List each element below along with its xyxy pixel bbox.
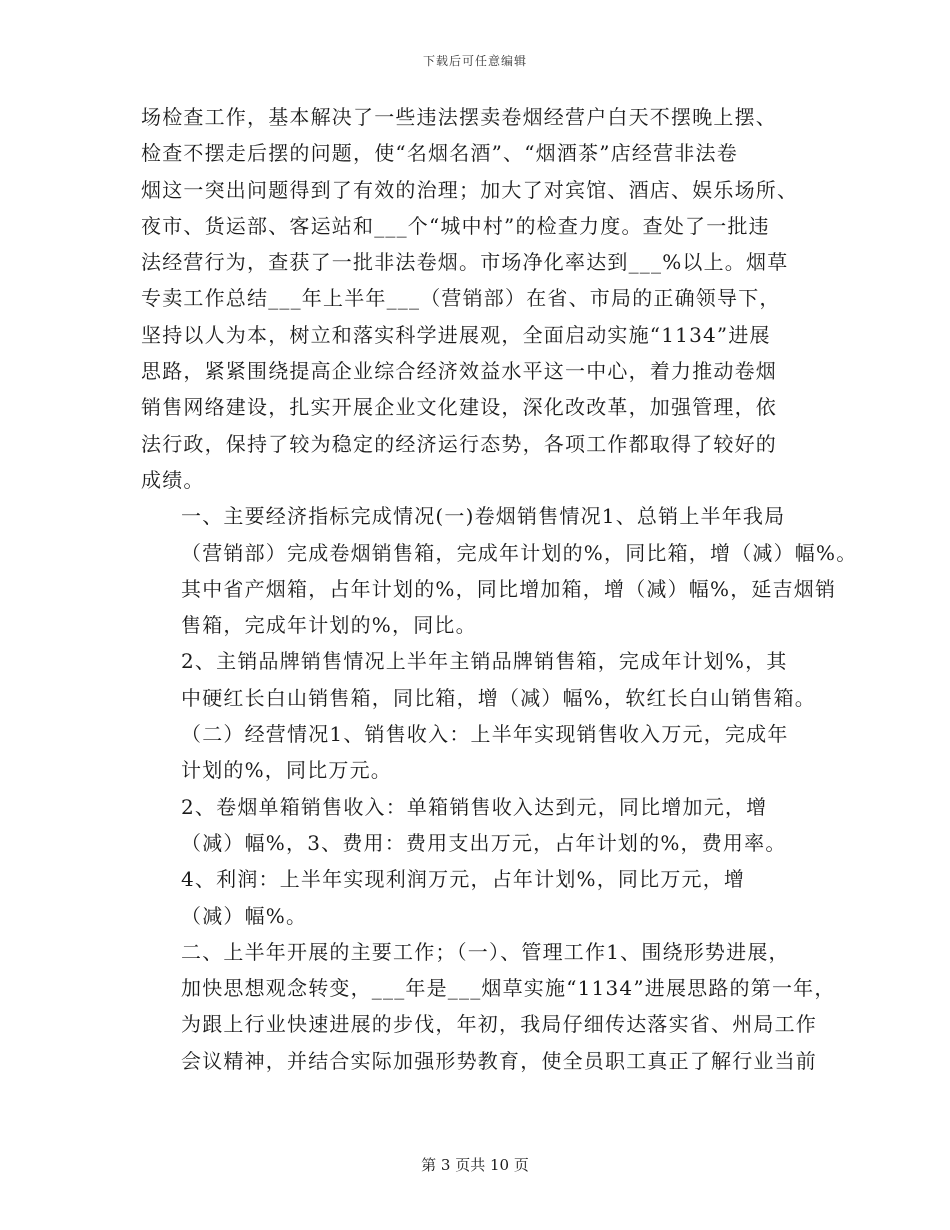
text-line: 2、卷烟单箱销售收入：单箱销售收入达到元，同比增加元，增 [181, 794, 768, 819]
text-line: 会议精神，并结合实际加强形势教育，使全员职工真正了解行业当前 [181, 1048, 817, 1073]
paragraph [141, 861, 821, 934]
text-line: 为跟上行业快速进展的步伐，年初，我局仔细传达落实省、州局工作 [181, 1012, 817, 1037]
text-line: 成绩。 [141, 467, 205, 492]
paragraph [141, 716, 821, 789]
text-line: 二、上半年开展的主要工作；（一）、管理工作1、围绕形势进展， [181, 939, 790, 964]
text-line: 坚持以人为本，树立和落实科学进展观，全面启动实施“1134”进展 [141, 322, 771, 347]
page-number: 第 3 页共 10 页 [421, 1156, 529, 1174]
text-line: 销售网络建设，扎实开展企业文化建设，深化改改革，加强管理，依 [141, 395, 777, 420]
text-line: 思路，紧紧围绕提高企业综合经济效益水平这一中心，着力推动卷烟 [141, 359, 777, 384]
text-line: （减）幅%，3、费用：费用支出万元，占年计划的%，费用率。 [181, 830, 787, 855]
document-body [141, 99, 858, 1079]
text-line: （营销部）完成卷烟销售箱，完成年计划的%，同比箱，增（减）幅%。 [181, 540, 858, 565]
text-line: 2、主销品牌销售情况上半年主销品牌销售箱，完成年计划%，其 [181, 649, 788, 674]
text-line: （二）经营情况1、销售收入：上半年实现销售收入万元，完成年 [181, 722, 789, 747]
text-line: 检查不摆走后摆的问题，使“名烟名酒”、“烟酒茶”店经营非法卷 [141, 141, 738, 166]
text-line: 烟这一突出问题得到了有效的治理；加大了对宾馆、酒店、娱乐场所、 [141, 177, 799, 202]
paragraph [141, 643, 821, 716]
text-line: 一、主要经济指标完成情况(一)卷烟销售情况1、总销上半年我局 [181, 504, 786, 529]
text-line: （减）幅%。 [181, 903, 308, 928]
text-line: 法行政，保持了较为稳定的经济运行态势，各项工作都取得了较好的 [141, 431, 777, 456]
text-line: 专卖工作总结___年上半年___（营销部）在省、市局的正确领导下， [141, 286, 781, 311]
text-line: 加快思想观念转变，___年是___烟草实施“1134”进展思路的第一年， [181, 976, 836, 1001]
paragraph [141, 789, 821, 862]
text-line: 场检查工作，基本解决了一些违法摆卖卷烟经营户白天不摆晚上摆、 [141, 105, 777, 129]
text-line: 计划的%，同比万元。 [181, 758, 393, 783]
paragraph [141, 498, 858, 643]
text-line: 夜市、货运部、客运站和___个“城中村”的检查力度。查处了一批违 [141, 213, 770, 238]
paragraph [141, 934, 836, 1079]
text-line: 4、利润：上半年实现利润万元，占年计划%，同比万元，增 [181, 867, 746, 892]
paragraph [141, 99, 821, 498]
text-line: 中硬红长白山销售箱，同比箱，增（减）幅%，软红长白山销售箱。 [181, 685, 817, 710]
text-line: 售箱，完成年计划的%，同比。 [181, 613, 477, 638]
page-header: 下载后可任意编辑 [422, 54, 527, 68]
text-line: 其中省产烟箱，占年计划的%，同比增加箱，增（减）幅%，延吉烟销 [181, 576, 837, 601]
text-line: 法经营行为，查获了一批非法卷烟。市场净化率达到___%以上。烟草 [141, 250, 789, 275]
